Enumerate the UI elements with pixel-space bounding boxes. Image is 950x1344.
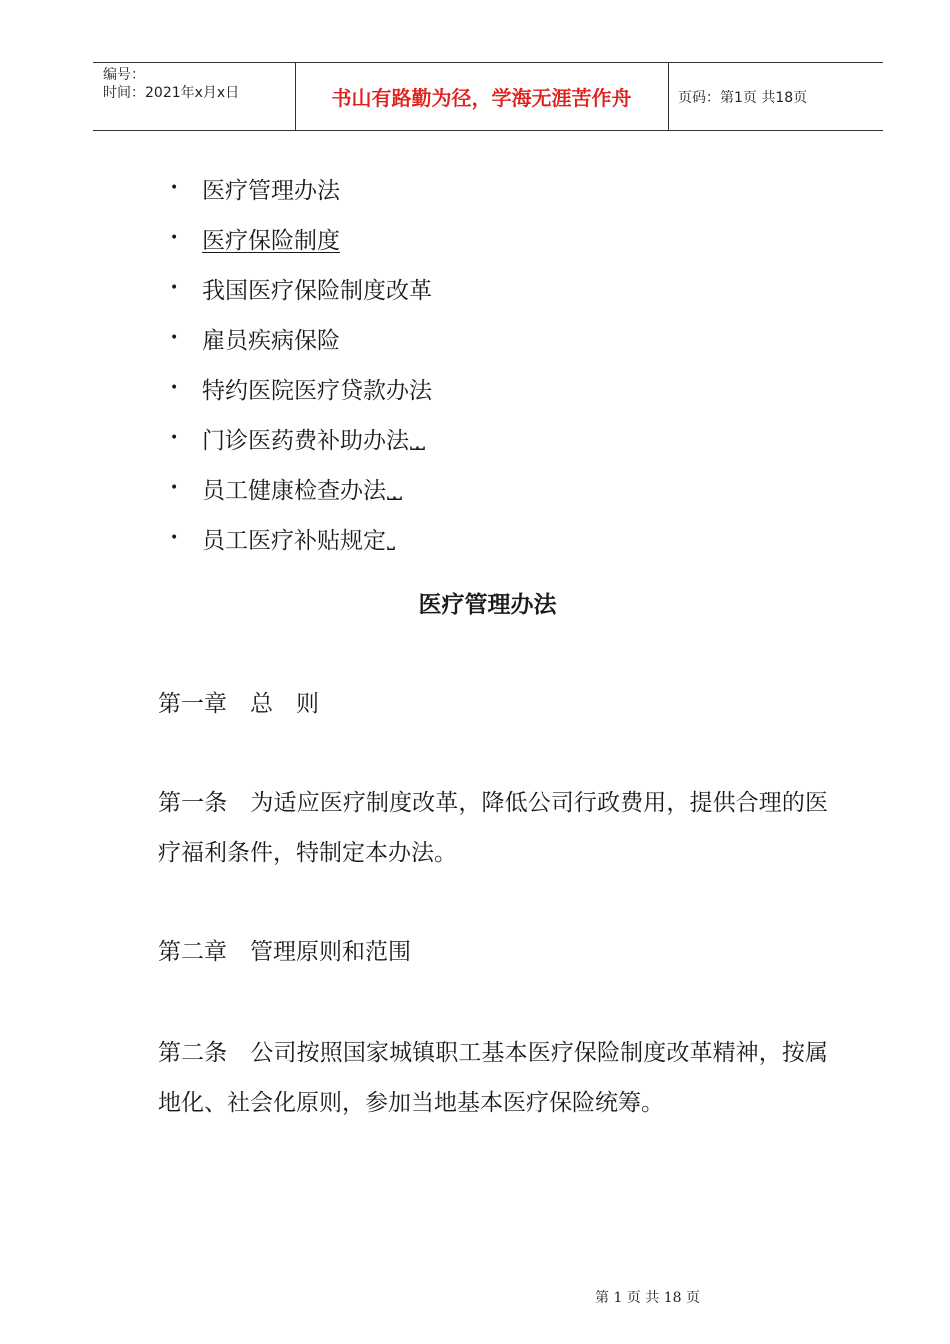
- toc-item[interactable]: [170, 513, 432, 563]
- toc-item-label[interactable]: 门诊医药费补助办法: [202, 427, 409, 454]
- field-marker: ⎵⎵: [410, 426, 424, 450]
- bullet-icon: •: [170, 480, 179, 496]
- toc-item-label[interactable]: 医疗管理办法: [202, 177, 340, 204]
- toc-item-label[interactable]: 医疗保险制度: [202, 227, 340, 254]
- toc-item[interactable]: [170, 163, 432, 213]
- bullet-icon: •: [170, 280, 179, 296]
- toc-item[interactable]: [170, 263, 432, 313]
- page-header: [93, 62, 883, 131]
- bullet-icon: •: [170, 380, 179, 396]
- bullet-icon: •: [170, 230, 179, 246]
- serial-number-label: 编号：: [103, 67, 145, 83]
- toc-item[interactable]: [170, 463, 432, 513]
- table-of-contents: [170, 163, 432, 563]
- field-marker: ⎵⎵: [387, 476, 401, 500]
- bullet-icon: •: [170, 430, 179, 446]
- article-paragraph: 第二条 公司按照国家城镇职工基本医疗保险制度改革精神，按属地化、社会化原则，参加当地基本医疗保险统筹。: [158, 1040, 828, 1116]
- header-divider: [668, 63, 669, 130]
- toc-item[interactable]: [170, 213, 432, 263]
- bullet-icon: •: [170, 330, 179, 346]
- chapter-heading: 第一章 总 则: [158, 691, 319, 717]
- chapter-heading: 第二章 管理原则和范围: [158, 939, 411, 965]
- page-footer: 第 1 页 共 18 页: [595, 1290, 700, 1306]
- time-label: 时间：2021年x月x日: [103, 85, 240, 101]
- toc-item[interactable]: [170, 313, 432, 363]
- toc-item[interactable]: [170, 363, 432, 413]
- toc-item-label[interactable]: 员工健康检查办法: [202, 477, 386, 504]
- header-page-info: 页码：第1页 共18页: [678, 89, 808, 106]
- header-meta: [103, 66, 239, 102]
- article-paragraph: 第一条 为适应医疗制度改革，降低公司行政费用，提供合理的医疗福利条件，特制定本办法。: [158, 790, 828, 866]
- toc-item-label[interactable]: 员工医疗补贴规定: [202, 527, 386, 554]
- toc-item-label[interactable]: 雇员疾病保险: [202, 327, 340, 354]
- toc-item[interactable]: [170, 413, 432, 463]
- header-motto: 书山有路勤为径，学海无涯苦作舟: [331, 86, 632, 110]
- bullet-icon: •: [170, 180, 179, 196]
- bullet-icon: •: [170, 530, 179, 546]
- toc-item-label[interactable]: 我国医疗保险制度改革: [202, 277, 432, 304]
- field-marker: ⎵: [387, 526, 394, 550]
- document-title: 医疗管理办法: [418, 592, 557, 618]
- toc-item-label[interactable]: 特约医院医疗贷款办法: [202, 377, 432, 404]
